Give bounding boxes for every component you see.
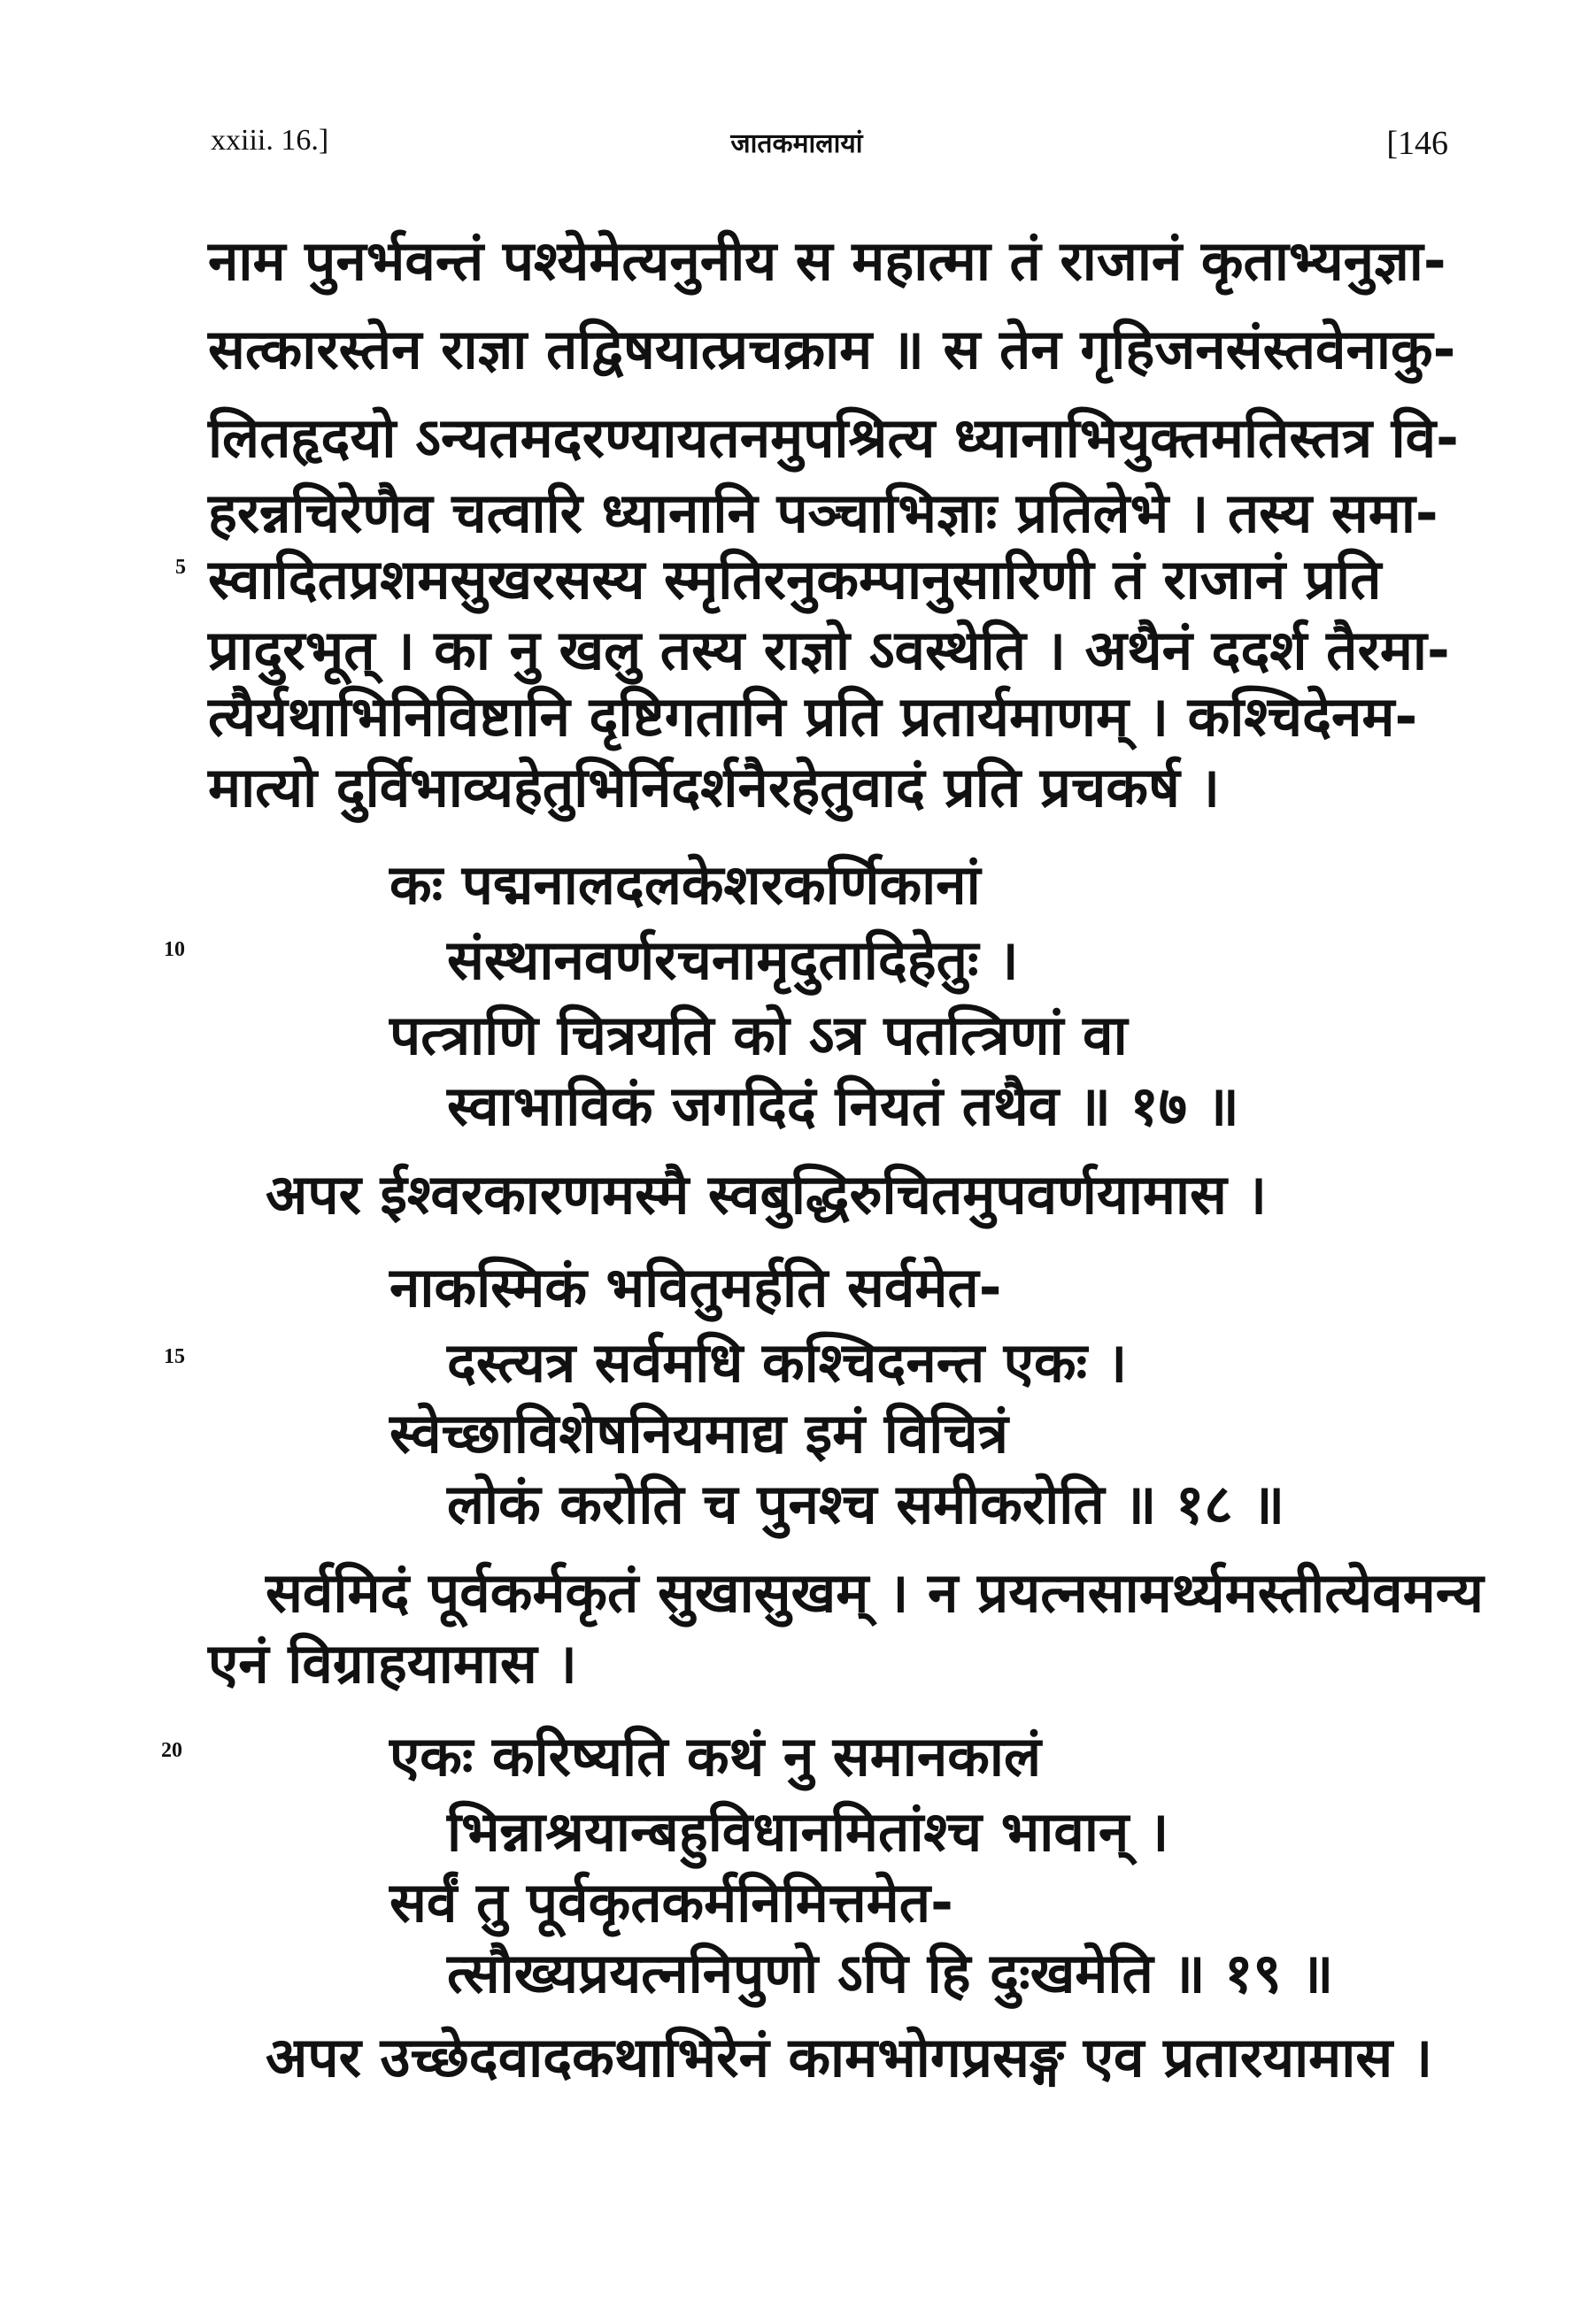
verse-line: पत्त्राणि चित्रयति को ऽत्र पतत्त्रिणां वा	[389, 1003, 1128, 1067]
verse-line: कः पद्मनालदलकेशरकर्णिकानां	[389, 852, 981, 917]
verse-line: भिन्नाश्रयान्बहुविधानमितांश्च भावान् ।	[447, 1799, 1169, 1864]
text-line: एनं विग्राहयामास ।	[208, 1631, 577, 1696]
text-line: सर्वमिदं पूर्वकर्मकृतं सुखासुखम् । न प्रयत्नसामर्थ्यमस्तीत्येवमन्य	[266, 1560, 1484, 1625]
verse-line: संस्थानवर्णरचनामृदुतादिहेतुः ।	[447, 927, 1019, 992]
verse-line: लोकं करोति च पुनश्च समीकरोति ॥ १८ ॥	[447, 1472, 1285, 1536]
text-line: नाम पुनर्भवन्तं पश्येमेत्यनुनीय स महात्मा तं राजानं कृताभ्यनुज्ञा-	[208, 228, 1446, 293]
header-section-ref: xxiii. 16.]	[211, 124, 329, 157]
verse-line: त्सौख्यप्रयत्ननिपुणो ऽपि हि दुःखमेति ॥ १९ ॥	[447, 1941, 1334, 2005]
verse-line: एकः करिष्यति कथं नु समानकालं	[389, 1724, 1041, 1789]
text-line: स्वादितप्रशमसुखरसस्य स्मृतिरनुकम्पानुसारिणी तं राजानं प्रति	[208, 547, 1382, 612]
text-line: लितहृदयो ऽन्यतमदरण्यायतनमुपश्रित्य ध्यानाभियुक्तमतिस्तत्र वि-	[208, 405, 1459, 470]
text-line: अपर ईश्वरकारणमस्मै स्वबुद्धिरुचितमुपवर्णयामास ।	[266, 1162, 1268, 1227]
text-line: त्यैर्यथाभिनिविष्टानि दृष्टिगतानि प्रति प्रतार्यमाणम् । कश्चिदेनम-	[208, 684, 1418, 749]
text-line: मात्यो दुर्विभाव्यहेतुभिर्निदर्शनैरहेतुवादं प्रति प्रचकर्ष ।	[208, 755, 1220, 820]
text-line: हरन्नचिरेणैव चत्वारि ध्यानानि पञ्चाभिज्ञाः प्रतिलेभे । तस्य समा-	[208, 481, 1438, 545]
line-number: 15	[164, 1345, 185, 1368]
line-number: 5	[175, 556, 186, 579]
text-line: अपर उच्छेदवादकथाभिरेनं कामभोगप्रसङ्ग एव प्रतारयामास ।	[266, 2025, 1433, 2089]
text-line: प्रादुरभूत् । का नु खलु तस्य राज्ञो ऽवस्थेति । अथैनं ददर्श तैरमा-	[208, 618, 1450, 682]
verse-line: स्वेच्छाविशेषनियमाद्य इमं विचित्रं	[389, 1401, 1008, 1466]
line-number: 20	[161, 1739, 182, 1762]
header-page-number: [146	[1386, 125, 1448, 162]
verse-line: स्वाभाविकं जगदिदं नियतं तथैव ॥ १७ ॥	[447, 1074, 1239, 1138]
line-number: 10	[164, 938, 185, 961]
verse-line: दस्त्यत्र सर्वमधि कश्चिदनन्त एकः ।	[447, 1330, 1128, 1395]
verse-line: सर्वं तु पूर्वकृतकर्मनिमित्तमेत-	[389, 1870, 953, 1935]
text-line: सत्कारस्तेन राज्ञा तद्विषयात्प्रचक्राम ॥ स तेन गृहिजनसंस्तवेनाकु-	[208, 317, 1456, 381]
header-title: जातकमालायां	[730, 128, 863, 159]
verse-line: नाकस्मिकं भवितुमर्हति सर्वमेत-	[389, 1255, 1002, 1320]
